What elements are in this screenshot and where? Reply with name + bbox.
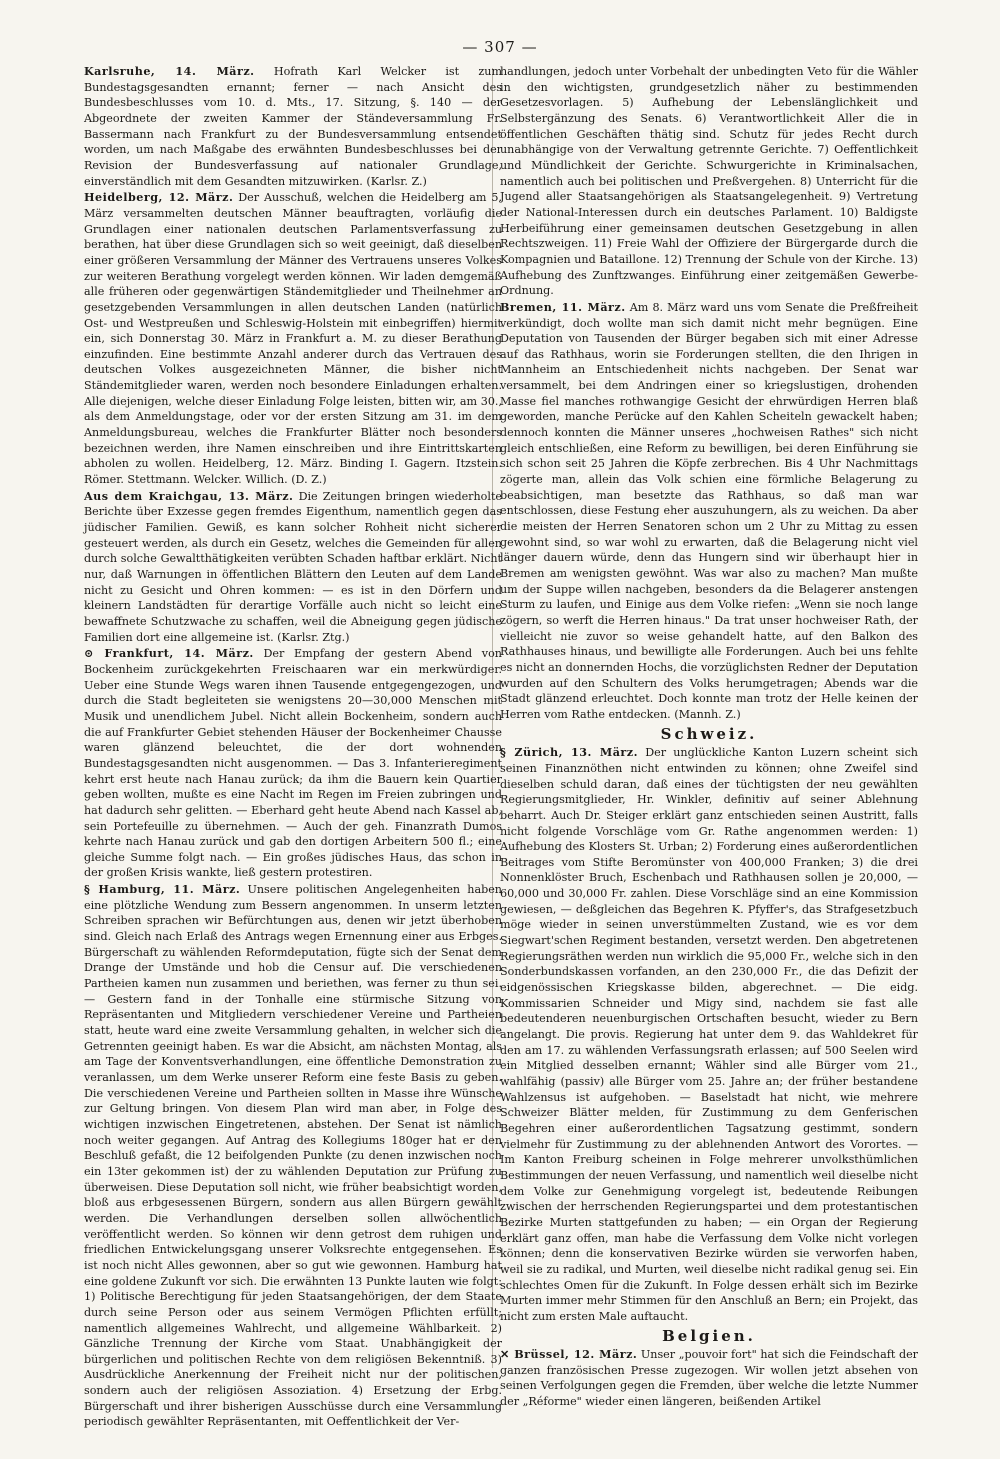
article-karlsruhe xyxy=(84,64,502,189)
article-hamburg-continued: handlungen, jedoch unter Vorbehalt der unbedingten Veto für die Wähler in den wichtigsten, grundgesetzlich näher zu bestimmenden Gesetzesvorlagen. 5) Aufhebung der Lebenslänglichkeit und Selbstergänzung des Senats. 6) Verantwortlichkeit Aller die in öffentlichen Geschäften thätig sind. Schutz für jedes Recht durch unabhängige von der Verwaltung getrennte Gerichte. 7) Oeffentlichkeit und Mündlichkeit der Gerichte. Schwurgerichte in Kriminalsachen, namentlich auch bei politischen und Preßvergehen. 8) Unterricht für die Jugend aller Staatsangehörigen als Staatsangelegenheit. 9) Vertretung der National-Interessen durch ein deutsches Parlament. 10) Baldigste Herbeiführung einer gemeinsamen deutschen Gesetzgebung in allen Rechtszweigen. 11) Freie Wahl der Offiziere der Bürgergarde durch die Kompagnien und Bataillone. 12) Trennung der Schule von der Kirche. 13) Aufhebung des Zunftzwanges. Einführung einer zeitgemäßen Gewerbe-Ordnung. xyxy=(500,65,918,298)
dateline-kraichgau: Aus dem Kraichgau, 13. März. xyxy=(84,489,294,503)
article-frankfurt xyxy=(84,646,502,881)
dateline-bremen: Bremen, 11. März. xyxy=(500,300,626,314)
section-title-belgien: Belgien. xyxy=(662,1326,756,1345)
article-hamburg xyxy=(84,882,502,1430)
left-column xyxy=(84,64,502,1430)
section-title-schweiz: Schweiz. xyxy=(660,724,758,743)
article-body: Unser „pouvoir fort" hat sich die Feindschaft der ganzen französischen Presse zugezogen. Wir wollen jetzt absehen von seinen Verfolgungen gegen die Fremden, über welche die letzte Nummer der „Réforme" wieder einen längeren, beißenden Artikel xyxy=(500,1348,918,1409)
dateline-karlsruhe: Karlsruhe, 14. März. xyxy=(84,65,255,78)
dateline-hamburg: § Hamburg, 11. März. xyxy=(84,883,241,897)
article-heidelberg xyxy=(84,190,502,487)
article-body: Die Zeitungen bringen wiederholte Berichte über Exzesse gegen fremdes Eigenthum, namentlich gegen das jüdischer Familien. Gewiß, es kann solcher Rohheit nicht sicherer gesteuert werden, als durch ein Gesetz, welches die Gemeinden für allen durch solche Gewaltthätigkeiten verübten Schaden haftbar erklärt. Nicht nur, daß Warnungen in öffentlichen Blättern den Leuten auf dem Lande nicht zu Gesicht und Ohren kommen: — es ist in den Dörfern und kleinern Landstädten für derartige Vorfälle auch nicht so leicht eine bewaffnete Schutzwache zu schaffen, weil die Abneigung gegen jüdische Familien dort eine allgemeine ist. (Karlsr. Ztg.) xyxy=(84,489,503,644)
article-body: Am 8. März ward uns vom Senate die Preßfreiheit verkündigt, doch wollte man sich damit nicht mehr begnügen. Eine Deputation von Tausenden der Bürger begaben sich mit einer Adresse auf das Rathhaus, worin sie Forderungen stellten, die den Ihrigen in Mannheim an Entschiedenheit nichts nachgeben. Der Senat war versammelt, bei dem Andringen einer so kriegslustigen, drohenden Masse fiel manches rothwangige Gesicht der ehrwürdigen Herren blaß geworden, manche Perücke auf den Kahlen Scheiteln gewackelt haben; dennoch konnten die Männer unseres „hochweisen Rathes" sich nicht gleich entschließen, eine Reform zu bewilligen, bei deren Einführung sie sich schon seit 25 Jahren die Köpfe zerbrechen. Bis 4 Uhr Nachmittags zögerte man, allein das Volk schien eine förmliche Belagerung zu beabsichtigen, man besetzte das Rathhaus, so daß man war entschlossen, diese Festung eher auszuhungern, als zu weichen. Da aber die meisten der Herren Senatoren schon um 2 Uhr zu Mittag zu essen gewohnt sind, so war wohl zu erwarten, daß die Belagerung nicht viel länger dauern würde, denn das Hungern sind wir überhaupt hier in Bremen am wenigsten gewöhnt. Was war also zu machen? Man mußte um der Suppe willen nachgeben, besonders da die Belagerer anstengen Sturm zu laufen, und Einige aus dem Volke riefen: „Wenn sie noch lange zögern, so werft die Herren hinaus." Da trat unser hochweiser Rath, der vielleicht nie zuvor so weise gehandelt hatte, auf den Balkon des Rathhauses hinaus, und bewilligte alle Forderungen. Auch bei uns fehlte es nicht an donnernden Hochs, die vorzüglichsten Redner der Deputation wurden auf den Schultern des Volks herumgetragen; Abends war die Stadt glänzend erleuchtet. Doch konnte man trotz der Helle keinen der Herren vom Rathe entdecken. (Mannh. Z.) xyxy=(500,300,918,721)
article-body: Der Empfang der gestern Abend von Bockenheim zurückgekehrten Freischaaren war ein merkwürdiger. Ueber eine Stunde Wegs waren ihnen Tausende entgegengezogen, und durch die Stadt begleiteten sie wenigstens 20—30,000 Menschen mit Musik und unendlichem Jubel. Nicht allein Bockenheim, sondern auch die auf Frankfurter Gebiet stehenden Häuser der Bockenheimer Chausse waren glänzend beleuchtet, die der dort wohnenden Bundestagsgesandten nicht ausgenommen. — Das 3. Infanterieregiment kehrt erst heute nach Hanau zurück; da ihm die Bauern kein Quartier geben wollten, mußte es eine Nacht im Regen im Freien zubringen und hat dadurch sehr gelitten. — Eberhard geht heute Abend nach Kassel ab, sein Portefeuille zu übernehmen. — Auch der geh. Finanzrath Dumos kehrte nach Hanau zurück und gab den dortigen Arbeitern 500 fl.; eine gleiche Summe folgt nach. — Ein großes jüdisches Haus, das schon in der großen Krisis wankte, ließ gestern protestiren. xyxy=(84,647,502,880)
right-column xyxy=(500,64,918,1410)
article-zurich xyxy=(500,745,918,1324)
article-kraichgau xyxy=(84,489,502,646)
dateline-frankfurt: ⊙ Frankfurt, 14. März. xyxy=(84,647,254,661)
article-body: Hofrath Karl Welcker ist zum Bundestagsgesandten ernannt; ferner — nach Ansicht des Bundesbeschlusses vom 10. d. Mts., 17. Sitzung, §. 140 — der Abgeordnete der zweiten Kammer der Ständeversammlung Fr. Bassermann nach Frankfurt zu der Bundesversammlung entsendet worden, um nach Maßgabe des erwähnten Bundesbeschlusses bei der Revision der Bundesverfassung auf nationaler Grundlage, einverständlich mit dem Gesandten mitzuwirken. (Karlsr. Z.) xyxy=(84,65,503,188)
page-number: — 307 — xyxy=(462,38,538,56)
article-bremen xyxy=(500,300,918,723)
dateline-heidelberg: Heidelberg, 12. März. xyxy=(84,191,234,205)
article-body: Der Ausschuß, welchen die Heidelberg am 5. März versammelten deutschen Männer beauftragten, vorläufig die Grundlagen einer nationalen deutschen Parlamentsverfassung zu berathen, hat über diese Grundlagen sich so weit geeinigt, daß dieselben einer größeren Versammlung der Männer des Vertrauens unseres Volkes zur weiteren Berathung vorgelegt werden können. Wir laden demgemäß alle früheren oder gegenwärtigen Ständemitglieder und Theilnehmer an gesetzgebenden Versammlungen in allen deutschen Landen (natürlich Ost- und Westpreußen und Schleswig-Holstein mit einbegriffen) hiermit ein, sich Donnerstag 30. März in Frankfurt a. M. zu dieser Berathung einzufinden. Eine bestimmte Anzahl anderer durch das Vertrauen des deutschen Volkes ausgezeichneten Männer, die bisher nicht Ständemitglieder waren, werden noch besondere Einladungen erhalten. Alle diejenigen, welche dieser Einladung Folge leisten, bitten wir, am 30., als dem Anmeldungstage, oder vor der ersten Sitzung am 31. im dem Anmeldungsbureau, welches die Frankfurter Blätter noch besonders bezeichnen werden, ihre Namen einschreiben und ihre Eintrittskarten abholen zu wollen. Heidelberg, 12. März. Binding I. Gagern. Itzstein. Römer. Stettmann. Welcker. Willich. (D. Z.) xyxy=(84,191,502,487)
dateline-zurich: § Zürich, 13. März. xyxy=(500,746,638,760)
article-body: Unsere politischen Angelegenheiten haben eine plötzliche Wendung zum Bessern angenommen. In unserm letzten Schreiben sprachen wir Befürchtungen aus, denen wir jetzt überhoben sind. Gleich nach Erlaß des Antrags wegen Ernennung einer aus Erbges. Bürgerschaft zu wählenden Reformdeputation, fügte sich der Senat dem Drange der Umstände und hob die Censur auf. Die verschiedenen Partheien kamen nun zusammen und beriethen, was ferner zu thun sei. — Gestern fand in der Tonhalle eine stürmische Sitzung von Repräsentanten und Mitgliedern verschiedener Vereine und Partheien statt, heute ward eine zweite Versammlung gehalten, in welcher sich die Getrennten geeinigt haben. Es war die Absicht, am nächsten Montag, als am Tage der Konventsverhandlungen, eine öffentliche Demonstration zu veranlassen, um dem Werke unserer Reform eine feste Basis zu geben. Die verschiedenen Vereine und Partheien sollten in Masse ihre Wünsche zur Geltung bringen. Von diesem Plan wird man aber, in Folge des wichtigen inzwischen Eingetretenen, abstehen. Der Senat ist nämlich noch weiter gegangen. Auf Antrag des Kollegiums 180ger hat er den Beschluß gefaßt, die 12 beifolgenden Punkte (zu denen inzwischen noch ein 13ter gekommen ist) der zu wählenden Deputation zur Prüfung zu überweisen. Diese Deputation soll nicht, wie früher beabsichtigt worden, bloß aus erbgesessenen Bürgern, sondern aus allen Bürgern gewählt werden. Die Verhandlungen derselben sollen allwöchentlich veröffentlicht werden. So können wir denn getrost dem ruhigen und friedlichen Entwickelungsgang unserer Volksrechte entgegensehen. Es ist noch nicht Alles gewonnen, aber so gut wie gewonnen. Hamburg hat eine goldene Zukunft vor sich. Die erwähnten 13 Punkte lauten wie folgt: 1) Politische Berechtigung für jeden Staatsangehörigen, der dem Staate durch seine Person oder aus seinem Vermögen Pflichten erfüllt; namentlich allgemeines Wahlrecht, und allgemeine Wählbarkeit. 2) Gänzliche Trennung der Kirche vom Staat. Unabhängigkeit der bürgerlichen und politischen Rechte von dem religiösen Bekenntniß. 3) Ausdrückliche Anerkennung der Freiheit nicht nur der politischen, sondern auch der religiösen Assoziation. 4) Ersetzung der Erbg. Bürgerschaft und ihrer bisherigen Ausschüsse durch eine Versammlung periodisch gewählter Repräsentanten, mit Oeffentlichkeit der Ver- xyxy=(84,883,502,1429)
article-body: Der unglückliche Kanton Luzern scheint sich seinen Finanznöthen nicht entwinden zu können; ohne Zweifel sind dieselben schuld daran, daß eines der tüchtigsten der neu gewählten Regierungsmitglieder, Hr. Winkler, definitiv auf seiner Ablehnung beharrt. Auch Dr. Steiger erklärt ganz entschieden seinen Austritt, falls nicht folgende Vorschläge vom Gr. Rathe angenommen werden: 1) Aufhebung des Klosters St. Urban; 2) Forderung eines außerordentlichen Beitrages vom Stifte Beromünster von 400,000 Franken; 3) die drei Nonnenklöster Bruch, Eschenbach und Rathhausen sollen je 20,000, — 60,000 und 30,000 Fr. zahlen. Diese Vorschläge sind an eine Kommission gewiesen, — deßgleichen das Begehren K. Pfyffer's, das Strafgesetzbuch möge wieder in seinen unverstümmelten Zustand, wie es vor dem Siegwart'schen Regiment bestanden, versetzt werden. Den abgetretenen Regierungsräthen werden nun wirklich die 95,000 Fr., welche sich in den Sonderbundskassen vorfanden, an den 230,000 Fr., die das Defizit der eidgenössischen Kriegskasse bilden, abgerechnet. — Die eidg. Kommissarien Schneider und Migy sind, nachdem sie fast alle bedeutenderen neuenburgischen Ortschaften besucht, wieder zu Bern angelangt. Die provis. Regierung hat unter dem 9. das Wahldekret für den am 17. zu wählenden Verfassungsrath erlassen; auf 500 Seelen wird ein Mitglied desselben ernannt; Wähler sind alle Bürger vom 21., wahlfähig (passiv) alle Bürger vom 25. Jahre an; der früher bestandene Wahlzensus ist aufgehoben. — Baselstadt hat nicht, wie mehrere Schweizer Blätter melden, für Zustimmung zu dem Genferischen Begehren einer außerordentlichen Tagsatzung gestimmt, sondern vielmehr für Zustimmung zu der ablehnenden Antwort des Vorortes. — Im Kanton Freiburg scheinen in Folge mehrerer unvolksthümlichen Bestimmungen der neuen Verfassung, und namentlich weil dieselbe nicht dem Volke zur Genehmigung vorgelegt ist, bedeutende Reibungen zwischen der herrschenden Regierungspartei und dem protestantischen Bezirke Murten stattgefunden zu haben; — ein Organ der Regierung erklärt ganz offen, man habe die Verfassung dem Volke nicht vorlegen können; denn die konservativen Bezirke würden sie verworfen haben, weil sie zu radikal, und Murten, weil dieselbe nicht radikal genug sei. Ein schlechtes Omen für die Zukunft. In Folge dessen erhält sich im Bezirke Murten immer mehr Stimmen für den Anschluß an Bern; ein Projekt, das nicht zum ersten Male auftaucht. xyxy=(500,746,918,1323)
dateline-brussel: ✕ Brüssel, 12. März. xyxy=(500,1348,638,1362)
article-brussel xyxy=(500,1347,918,1410)
